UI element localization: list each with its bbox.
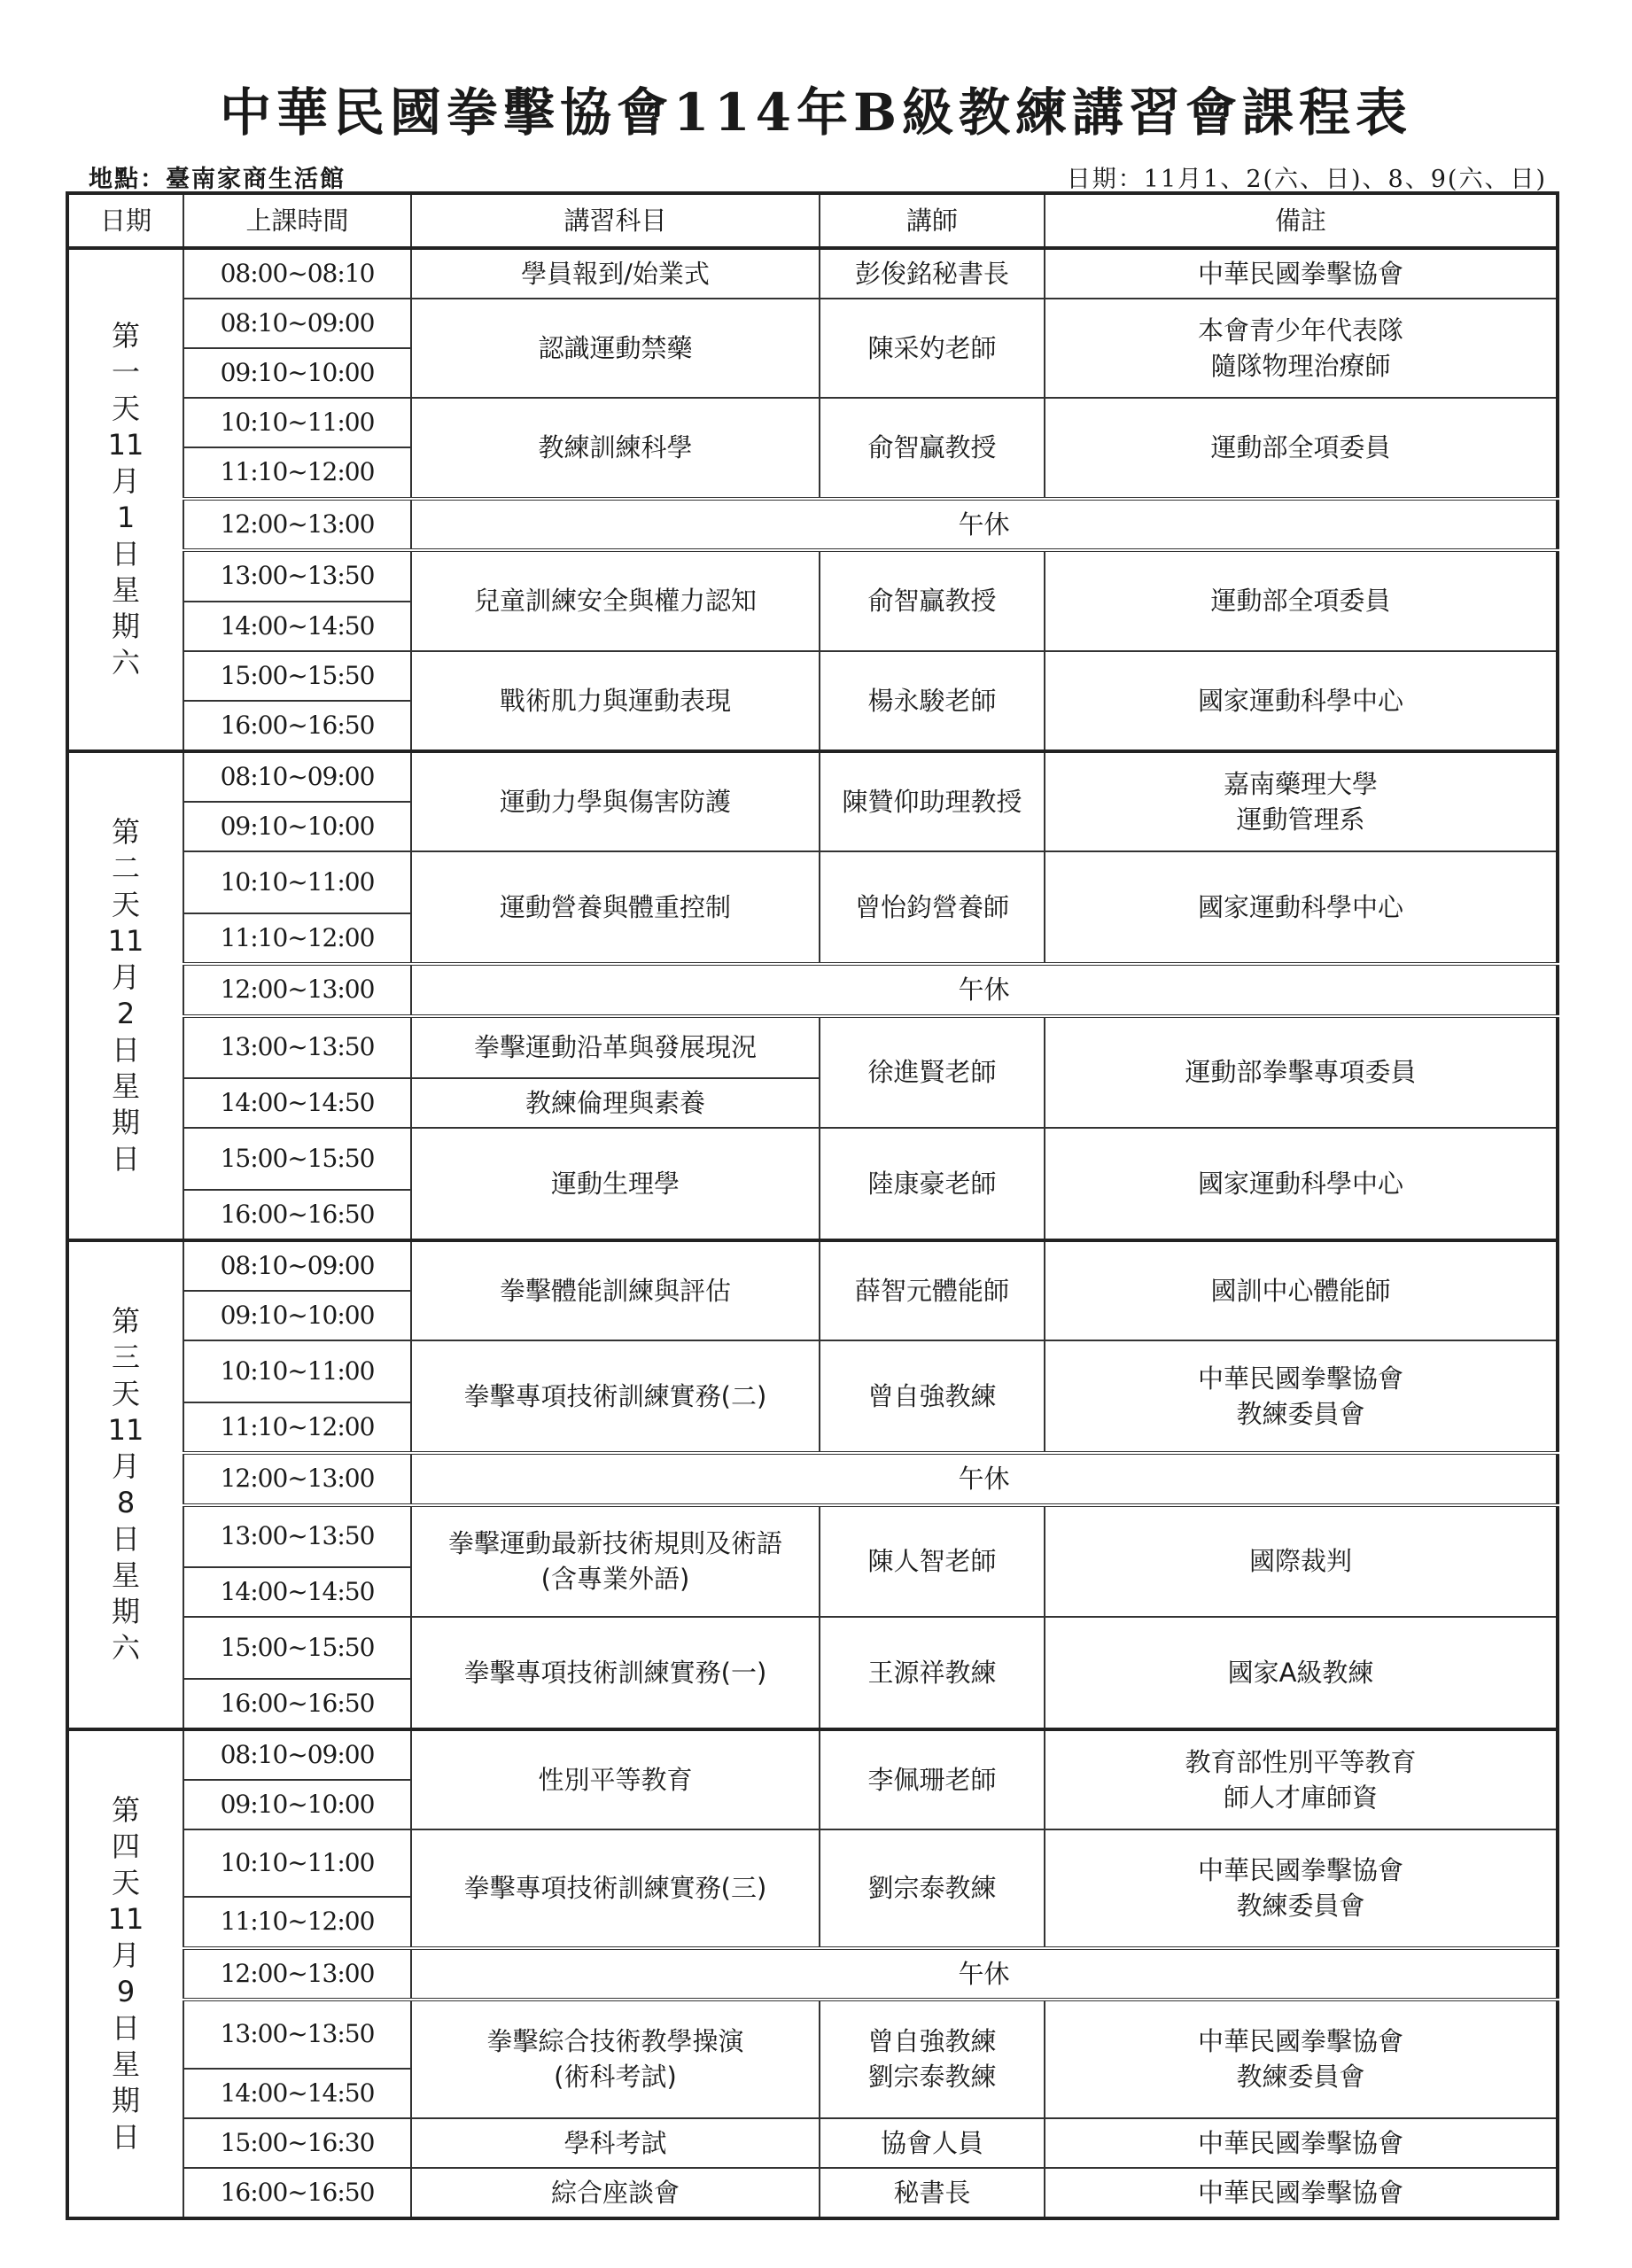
day-label-char: 天 xyxy=(111,391,140,425)
time-cell: 09:10~10:00 xyxy=(183,348,411,398)
time-cell: 12:00~13:00 xyxy=(183,1948,411,2000)
day-label-char: 8 xyxy=(116,1485,136,1519)
day-label-char: 二 xyxy=(111,850,140,885)
time-cell: 13:00~13:50 xyxy=(183,1505,411,1568)
time-cell: 13:00~13:50 xyxy=(183,550,411,601)
lecturer-cell: 俞智贏教授 xyxy=(820,398,1045,498)
remarks-cell: 國家運動科學中心 xyxy=(1045,851,1558,964)
lecturer-cell: 俞智贏教授 xyxy=(820,550,1045,650)
subject-cell: 兒童訓練安全與權力認知 xyxy=(411,550,820,650)
remarks-cell: 嘉南藥理大學 運動管理系 xyxy=(1045,751,1558,851)
day-label xyxy=(67,248,183,751)
subject-cell: 教練倫理與素養 xyxy=(411,1078,820,1128)
day-label-char: 日 xyxy=(111,2010,140,2045)
day-label-char: 11 xyxy=(107,1901,144,1936)
time-cell: 15:00~15:50 xyxy=(183,651,411,701)
remarks-cell: 中華民國拳擊協會 xyxy=(1045,2118,1558,2168)
table-row xyxy=(67,299,1558,348)
subject-cell: 拳擊專項技術訓練實務(三) xyxy=(411,1829,820,1947)
lecturer-cell: 王源祥教練 xyxy=(820,1617,1045,1729)
time-cell: 12:00~13:00 xyxy=(183,964,411,1016)
lecturer-cell: 曾自強教練 劉宗泰教練 xyxy=(820,2000,1045,2117)
time-cell: 11:10~12:00 xyxy=(183,913,411,964)
lecturer-cell: 李佩珊老師 xyxy=(820,1729,1045,1829)
remarks-cell: 運動部全項委員 xyxy=(1045,398,1558,498)
day-label-char: 一 xyxy=(111,354,140,389)
subject-cell: 拳擊綜合技術教學操演 (術科考試) xyxy=(411,2000,820,2117)
lecturer-cell: 陳人智老師 xyxy=(820,1505,1045,1618)
day-label-char: 日 xyxy=(111,1141,140,1176)
day-label-char: 日 xyxy=(111,1032,140,1067)
lunch-break-cell: 午休 xyxy=(411,1948,1558,2000)
time-cell: 16:00~16:50 xyxy=(183,701,411,751)
time-cell: 10:10~11:00 xyxy=(183,398,411,447)
day-label-char: 11 xyxy=(107,1412,144,1447)
lunch-row xyxy=(67,1453,1558,1505)
lecturer-cell: 徐進賢老師 xyxy=(820,1016,1045,1129)
remarks-cell: 中華民國拳擊協會 xyxy=(1045,248,1558,299)
time-cell: 08:10~09:00 xyxy=(183,751,411,802)
table-row xyxy=(67,550,1558,601)
table-row xyxy=(67,2118,1558,2168)
day-label-char: 星 xyxy=(111,1557,140,1592)
lunch-row xyxy=(67,499,1558,551)
lecturer-cell: 秘書長 xyxy=(820,2168,1045,2218)
subject-cell: 性別平等教育 xyxy=(411,1729,820,1829)
subject-cell: 運動營養與體重控制 xyxy=(411,851,820,964)
location-text: 地點：臺南家商生活館 xyxy=(89,166,346,193)
header-row xyxy=(67,193,1558,248)
day-label xyxy=(67,1240,183,1729)
subject-cell: 拳擊專項技術訓練實務(一) xyxy=(411,1617,820,1729)
time-cell: 12:00~13:00 xyxy=(183,499,411,551)
remarks-cell: 國際裁判 xyxy=(1045,1505,1558,1618)
subject-cell: 學員報到/始業式 xyxy=(411,248,820,299)
day-label xyxy=(67,1729,183,2218)
time-cell: 16:00~16:50 xyxy=(183,1190,411,1240)
time-cell: 13:00~13:50 xyxy=(183,1016,411,1079)
day-label-char: 月 xyxy=(111,1938,140,1972)
lecturer-cell: 曾怡鈞營養師 xyxy=(820,851,1045,964)
time-cell: 14:00~14:50 xyxy=(183,2069,411,2118)
table-row xyxy=(67,1505,1558,1568)
time-cell: 12:00~13:00 xyxy=(183,1453,411,1505)
header-date: 日期 xyxy=(67,193,183,248)
remarks-cell: 運動部全項委員 xyxy=(1045,550,1558,650)
subject-cell: 認識運動禁藥 xyxy=(411,299,820,398)
table-row xyxy=(67,651,1558,701)
time-cell: 11:10~12:00 xyxy=(183,1402,411,1453)
time-cell: 16:00~16:50 xyxy=(183,1679,411,1729)
lecturer-cell: 陳采妁老師 xyxy=(820,299,1045,398)
lecturer-cell: 薛智元體能師 xyxy=(820,1240,1045,1340)
subject-cell: 運動力學與傷害防護 xyxy=(411,751,820,851)
table-row xyxy=(67,1829,1558,1897)
remarks-cell: 國家運動科學中心 xyxy=(1045,1128,1558,1240)
subject-cell: 戰術肌力與運動表現 xyxy=(411,651,820,751)
day-label-char: 期 xyxy=(111,609,140,643)
time-cell: 14:00~14:50 xyxy=(183,602,411,651)
day-label-char: 11 xyxy=(107,427,144,462)
day-label-char: 9 xyxy=(116,1974,136,2008)
time-cell: 11:10~12:00 xyxy=(183,447,411,498)
time-cell: 14:00~14:50 xyxy=(183,1567,411,1617)
table-row xyxy=(67,1016,1558,1079)
day-label-char: 第 xyxy=(111,1792,140,1827)
day-label-char: 天 xyxy=(111,1376,140,1410)
time-cell: 08:00~08:10 xyxy=(183,248,411,299)
time-cell: 09:10~10:00 xyxy=(183,1291,411,1340)
remarks-cell: 中華民國拳擊協會 教練委員會 xyxy=(1045,1829,1558,1947)
table-row xyxy=(67,1617,1558,1678)
subject-cell: 運動生理學 xyxy=(411,1128,820,1240)
lecturer-cell: 協會人員 xyxy=(820,2118,1045,2168)
page-title: 中華民國拳擊協會114年B級教練講習會課程表 xyxy=(219,82,1413,143)
day-label-char: 月 xyxy=(111,463,140,498)
table-row xyxy=(67,2168,1558,2218)
date-range-text: 日期：11月1、2(六、日)、8、9(六、日) xyxy=(1066,166,1547,193)
header-lecturer: 講師 xyxy=(820,193,1045,248)
time-cell: 14:00~14:50 xyxy=(183,1078,411,1128)
day-label-char: 星 xyxy=(111,1068,140,1103)
lecturer-cell: 曾自強教練 xyxy=(820,1340,1045,1453)
time-cell: 08:10~09:00 xyxy=(183,299,411,348)
time-cell: 10:10~11:00 xyxy=(183,1340,411,1402)
time-cell: 16:00~16:50 xyxy=(183,2168,411,2218)
header-remarks: 備註 xyxy=(1045,193,1558,248)
remarks-cell: 國訓中心體能師 xyxy=(1045,1240,1558,1340)
table-row xyxy=(67,1340,1558,1402)
time-cell: 11:10~12:00 xyxy=(183,1897,411,1947)
table-row xyxy=(67,851,1558,913)
subject-cell: 拳擊體能訓練與評估 xyxy=(411,1240,820,1340)
time-cell: 15:00~15:50 xyxy=(183,1617,411,1678)
lecturer-cell: 陳贊仰助理教授 xyxy=(820,751,1045,851)
day-label-char: 日 xyxy=(111,2119,140,2154)
header-time: 上課時間 xyxy=(183,193,411,248)
schedule-table xyxy=(66,191,1559,2220)
table-row xyxy=(67,1729,1558,1780)
lecturer-cell: 劉宗泰教練 xyxy=(820,1829,1045,1947)
lecturer-cell: 楊永駿老師 xyxy=(820,651,1045,751)
day-label-char: 天 xyxy=(111,1865,140,1899)
table-row xyxy=(67,248,1558,299)
table-row xyxy=(67,2000,1558,2068)
day-label-char: 日 xyxy=(111,1521,140,1556)
table-row xyxy=(67,398,1558,447)
time-cell: 09:10~10:00 xyxy=(183,802,411,851)
remarks-cell: 中華民國拳擊協會 教練委員會 xyxy=(1045,2000,1558,2117)
lunch-break-cell: 午休 xyxy=(411,964,1558,1016)
lunch-break-cell: 午休 xyxy=(411,499,1558,551)
lecturer-cell: 陸康豪老師 xyxy=(820,1128,1045,1240)
day-label-char: 四 xyxy=(111,1829,140,1863)
remarks-cell: 中華民國拳擊協會 xyxy=(1045,2168,1558,2218)
day-label-char: 月 xyxy=(111,1449,140,1483)
day-label-char: 三 xyxy=(111,1340,140,1374)
lunch-row xyxy=(67,1948,1558,2000)
table-row xyxy=(67,751,1558,802)
day-label-char: 日 xyxy=(111,536,140,571)
day-label-char: 期 xyxy=(111,1594,140,1628)
time-cell: 13:00~13:50 xyxy=(183,2000,411,2068)
day-label-char: 2 xyxy=(116,996,136,1030)
day-label-char: 期 xyxy=(111,1105,140,1139)
remarks-cell: 教育部性別平等教育 師人才庫師資 xyxy=(1045,1729,1558,1829)
subject-cell: 拳擊運動最新技術規則及術語 (含專業外語) xyxy=(411,1505,820,1618)
lunch-break-cell: 午休 xyxy=(411,1453,1558,1505)
time-cell: 15:00~15:50 xyxy=(183,1128,411,1189)
subject-cell: 拳擊專項技術訓練實務(二) xyxy=(411,1340,820,1453)
day-label-char: 第 xyxy=(111,318,140,353)
time-cell: 15:00~16:30 xyxy=(183,2118,411,2168)
remarks-cell: 國家A級教練 xyxy=(1045,1617,1558,1729)
day-label xyxy=(67,751,183,1240)
day-label-char: 期 xyxy=(111,2083,140,2117)
lunch-row xyxy=(67,964,1558,1016)
day-label-char: 星 xyxy=(111,2047,140,2081)
remarks-cell: 國家運動科學中心 xyxy=(1045,651,1558,751)
table-row xyxy=(67,1240,1558,1291)
remarks-cell: 中華民國拳擊協會 教練委員會 xyxy=(1045,1340,1558,1453)
time-cell: 10:10~11:00 xyxy=(183,851,411,913)
time-cell: 10:10~11:00 xyxy=(183,1829,411,1897)
day-label-char: 星 xyxy=(111,572,140,607)
time-cell: 08:10~09:00 xyxy=(183,1729,411,1780)
day-label-char: 月 xyxy=(111,959,140,994)
lecturer-cell: 彭俊銘秘書長 xyxy=(820,248,1045,299)
day-label-char: 天 xyxy=(111,887,140,921)
table-row xyxy=(67,1128,1558,1189)
time-cell: 08:10~09:00 xyxy=(183,1240,411,1291)
header-subject: 講習科目 xyxy=(411,193,820,248)
subject-cell: 學科考試 xyxy=(411,2118,820,2168)
day-label-char: 六 xyxy=(111,1630,140,1665)
day-label-char: 1 xyxy=(116,500,136,534)
subject-cell: 教練訓練科學 xyxy=(411,398,820,498)
day-label-char: 六 xyxy=(111,645,140,680)
remarks-cell: 運動部拳擊專項委員 xyxy=(1045,1016,1558,1129)
subject-cell: 綜合座談會 xyxy=(411,2168,820,2218)
time-cell: 09:10~10:00 xyxy=(183,1780,411,1829)
remarks-cell: 本會青少年代表隊 隨隊物理治療師 xyxy=(1045,299,1558,398)
subject-cell: 拳擊運動沿革與發展現況 xyxy=(411,1016,820,1079)
day-label-char: 第 xyxy=(111,1303,140,1338)
day-label-char: 第 xyxy=(111,814,140,849)
day-label-char: 11 xyxy=(107,923,144,958)
